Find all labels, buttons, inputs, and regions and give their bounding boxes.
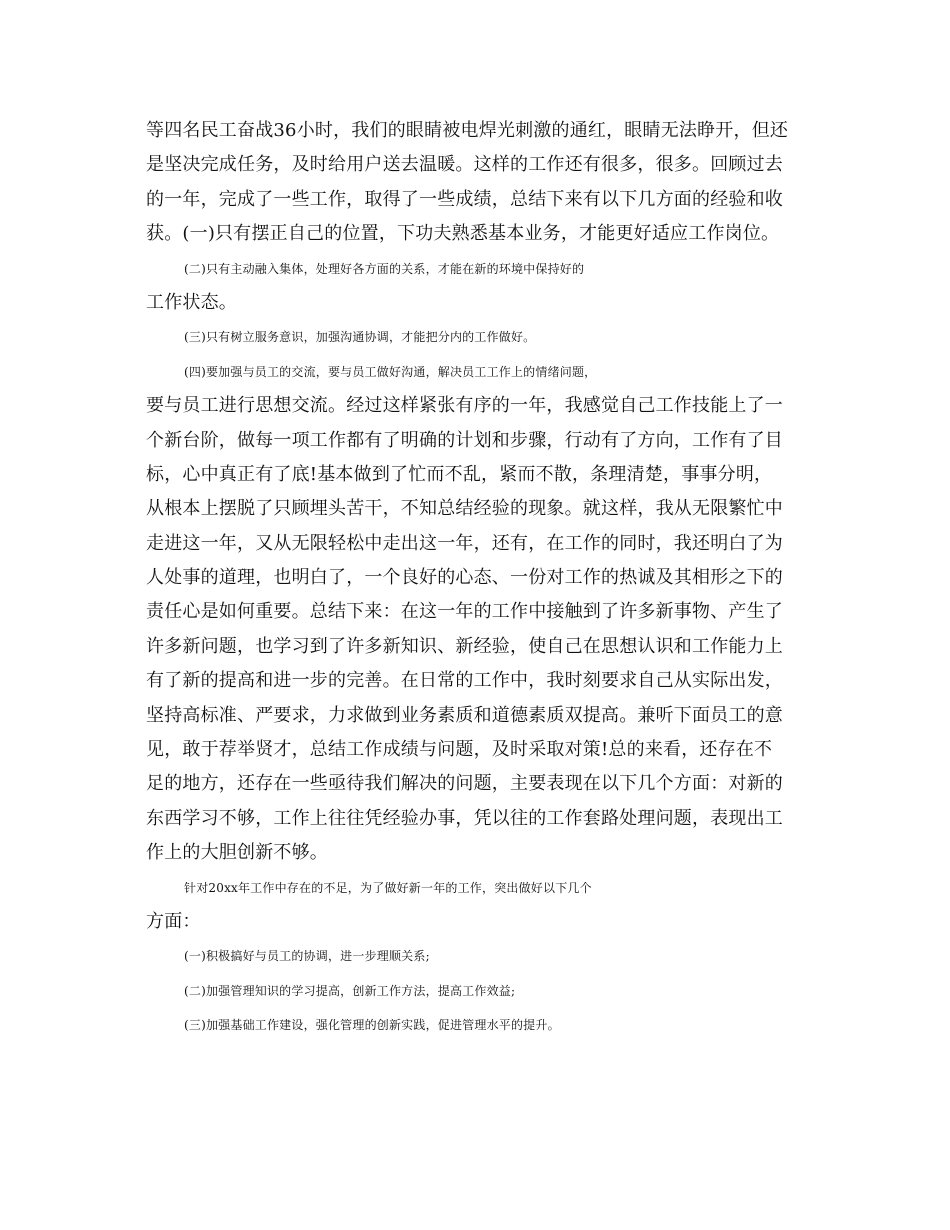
text-line: 坚持高标准、严要求，力求做到业务素质和道德素质双提高。兼听下面员工的意 xyxy=(146,704,783,726)
document-body xyxy=(146,114,808,1043)
text-line: (二)只有主动融入集体，处理好各方面的关系，才能在新的环境中保持好的 xyxy=(184,261,585,276)
text-line: 作上的大胆创新不够。 xyxy=(146,842,328,864)
text-line: 责任心是如何重要。总结下来：在这一年的工作中接触到了许多新事物、产生了 xyxy=(146,601,783,623)
text-line: 走进这一年，又从无限轻松中走出这一年，还有，在工作的同时，我还明白了为 xyxy=(146,532,783,554)
text-line: 许多新问题，也学习到了许多新知识、新经验，使自己在思想认识和工作能力上 xyxy=(146,635,783,657)
text-line: 是坚决完成任务，及时给用户送去温暖。这样的工作还有很多，很多。回顾过去 xyxy=(146,154,783,176)
text-line: 标，心中真正有了底!基本做到了忙而不乱，紧而不散，条理清楚，事事分明， xyxy=(146,463,773,485)
text-line: 东西学习不够，工作上往往凭经验办事，凭以往的工作套路处理问题，表现出工 xyxy=(146,807,783,829)
text-line: 人处事的道理，也明白了，一个良好的心态、一份对工作的热诚及其相形之下的 xyxy=(146,567,783,589)
text-line: 获。(一)只有摆正自己的位置，下功夫熟悉基本业务，才能更好适应工作岗位。 xyxy=(146,223,780,245)
text-line: 等四名民工奋战36小时，我们的眼睛被电焊光刺激的通红，眼睛无法睁开，但还 xyxy=(146,120,789,141)
text-line: (四)要加强与员工的交流，要与员工做好沟通，解决员工工作上的情绪问题， xyxy=(184,364,597,379)
text-line: 从根本上摆脱了只顾埋头苦干，不知总结经验的现象。就这样，我从无限繁忙中 xyxy=(146,498,783,520)
text-line: (三)加强基础工作建设，强化管理的创新实践，促进管理水平的提升。 xyxy=(184,1018,560,1033)
text-line: 的一年，完成了一些工作，取得了一些成绩，总结下来有以下几方面的经验和收 xyxy=(146,188,783,210)
text-line: (二)加强管理知识的学习提高，创新工作方法，提高工作效益; xyxy=(184,983,516,998)
text-line: 方面： xyxy=(146,910,201,932)
text-line: 个新台阶，做每一项工作都有了明确的计划和步骤，行动有了方向，工作有了目 xyxy=(146,429,783,451)
text-line: (一)积极搞好与员工的协调，进一步理顺关系; xyxy=(184,949,430,964)
text-line: 针对20xx年工作中存在的不足，为了做好新一年的工作，突出做好以下几个 xyxy=(184,880,592,895)
text-line: (三)只有树立服务意识，加强沟通协调，才能把分内的工作做好。 xyxy=(184,330,536,345)
text-line: 工作状态。 xyxy=(146,291,237,313)
text-line: 足的地方，还存在一些亟待我们解决的问题，主要表现在以下几个方面：对新的 xyxy=(146,773,783,795)
text-line: 见，敢于荐举贤才，总结工作成绩与问题，及时采取对策!总的来看，还存在不 xyxy=(146,739,773,761)
text-line: 要与员工进行思想交流。经过这样紧张有序的一年，我感觉自己工作技能上了一 xyxy=(146,395,783,417)
text-line: 有了新的提高和进一步的完善。在日常的工作中，我时刻要求自己从实际出发， xyxy=(146,670,783,692)
